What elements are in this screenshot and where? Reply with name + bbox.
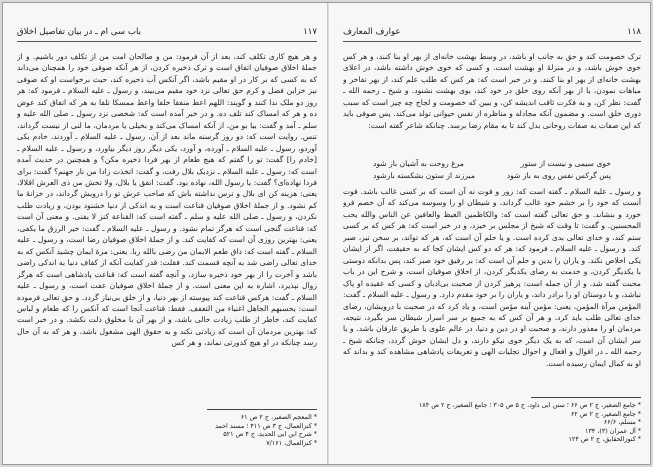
poem-hemistich: خوی سیمی و نیست از ستور <box>520 159 611 168</box>
right-page-number: ۱۱۸ <box>627 27 641 37</box>
poem-verse <box>373 158 611 170</box>
poem-hemistich: مرغ روحت به آشیان باز شود <box>373 159 464 168</box>
left-page <box>17 3 317 464</box>
right-page <box>343 3 641 464</box>
left-page-header <box>17 25 317 42</box>
right-paragraph-top: ترک خصومت کند و حق به جانب او باشد، در وسط بهشت خانه‌ای از بهر او بنا کنند، و هر کس خوی خوش باشد، و در منزلهٔ او بهشت است. و کسی که خوی خوش داشته باشد، در اعلای بهشت خانه‌ای از بهر او بنا کنند. و در خبر است که: هر کس که طلب علم کند، از بهر تفاخر و مباهات نمودن، یا از بهر آنکه روی خلق در خود کند، بوی بهشت نشنود. و شیخ ـ رحمه الله ـ گفت: نظر کن، و به فکرت ثاقب اندیشه کن، و ببین که خصومت و لجاج چه چیز است که سبب دوری خلق است. و مضمون آنکه مجادله و مناظره از نفس حیوانی تولد می‌کند. پس صوفی باید که این صفات به صفات روحانی بدل کند تا به مقام رضا برسد. چنانکه شاعر گفته است: <box>343 52 641 130</box>
left-footnote: * کنزالعمال، ۷/۱۶۱ <box>266 438 317 447</box>
left-body-text <box>17 51 317 355</box>
left-page-number: ۱۱۷ <box>303 27 317 37</box>
right-footnote: * کنوزالحقایق، ج ۲ ص ۱۲۴ <box>568 435 641 444</box>
book-gutter <box>327 3 329 464</box>
right-page-header <box>343 25 641 42</box>
poem-hemistich: میرزند از ستون بشکسته بازشود <box>373 170 475 180</box>
right-paragraph-bottom: و رسول ـ علیه السلام ـ گفته است که: زور و قوت نه آن است که بر کسی غالب باشد. قوت آنست که خود را بر خشم خود غالب گرداند، و شیطان او را وسوسه می‌کند که آن خصم فرو خورد و بنشاند. و حق تعالی گفته است که: والکاظمین الغیظ والعافین عن الناس والله یحب المحسنین. و گفت: تا وقت که شیخ از مجلس بر خیزد، و در خبر است که: هر کس که بر کسی ستم کند، و خدای تعالی بدی کرده است. و یا حلم آن است که، هر که تواند، بر سخن تیز، صبر کند. و رسول ـ علیه السلام ـ فرمود که: هر که دو کس ایشان کجا که به حقیقت، اگر از ایشان یکی اخلاص نکند. و یاران را بدین و حلم آن است که: بر رفیق خود صبر کند، پس بدانکه دوستی با یکدیگر کردن، و خدمت به رضای یکدیگر کردن، از اخلاق صوفیان است، و شرح این در باب محبت گفته شد. و از آن جمله است: پرهیز کردن از صحبت بی‌ادبان و کسی که عقیده او پاک نباشد، و با دوستان او را برادر داند، و یاران را بر خود مقدم دارد. و رسول ـ علیه السلام ـ گفت: المؤمن مرآة المؤمن، یعنی: مؤمن آینه مؤمن است، و یاد کرد که در صحبت با درویشان، رضای خدای تعالی طلب باید کرد، و هر آن کس که به جمیع بر سر اسرار شیطان سر بگیرد، نتیجه، مردمان او را معذور دارند، و صحبت او در دین و دنیا، در عالم علوی با طریق عارفان باشد. و یا سر ایشان آن است، که به یک دیگر خوی نیکو دارند، و دل ایشان خوش گردد، چنانکه شیخ ـ رحمه الله ـ در اقوال و افعال و احوال تجلیات الهی و تعریفات پادشاهی مشاهده کند و بداند که او به کمال ایمان رسیده است. <box>343 187 641 368</box>
left-footnote: * شرح ابن ابی الحدید، ج ۴ ص ۵۲۱ <box>223 430 317 439</box>
right-footnote: * جامع الصغیر، ج ۲ ص ۶۲ <box>570 409 641 418</box>
left-footnote: * کنزالعمال، ج ۳ ص ۴۱۱ ؛ مسند احمد <box>215 421 317 430</box>
right-body-text-top <box>343 51 641 154</box>
left-footnotes <box>17 413 317 447</box>
right-running-title: عوارف المعارف <box>343 27 401 37</box>
left-paragraph-1: و هر هیچ کاری تکلف کند، بعد از آن فرمود: من و صالحان امت من از تکلف دور باشیم. و از جملهٔ اخلاق صوفیان اتفاق است و ترک ذخیره کردن، از هر آنکه صوفی خود را همچنان می‌داند که به کسی که بر کار در او مقیم باشد، اگر آنکس آب ذخیره کند، حیث برخواست او که صوفی نیز خزاین فضل و کرم حق تعالی نزد خود مقیم می‌بیند، و رسول ـ علیه السلام ـ فرمود که: هر روز دو ملک ندا کنند و گویند: اللهم اعط منفقا خلفا واعط ممسکا تلفا به هر که اتفاق کند عوض ده و هر که امساک کند تلف ده. و در خبر آمده است که: شخصی نزد رسول ـ صلی الله علیه و سلم ـ آمد و گفت: بیا بو من، از آنکه امساک می‌کند و بخیلی یا مردمان، ما لنی از نیست گرداند، تنس. روایت است که: دو روز گرسنه ماند بعد از آن، رسول ـ علیه السلام ـ آوردند، خادم یکی آوردو، رسول ـ علیه السلام ـ آورده، و آورد، یکی دیگر روز دیگر بیاورد، و رسول ـ علیه السلام ـ [خادم را] گفت: تو را گفتم که هیچ طعام از بهر فردا ذخیره مکن؟ و همچنین در حدیث آمده است که: رسول ـ علیه السلام ـ نزدیک بلال رفت، و گفت: اتخذت زادا من نار جهنم؟ گفت: برای فردا نهاده‌ای؟ گفت: یا رسول الله، نهاده بود. گفت: انفق یا بلال، ولا تخش من ذی العرش اقلالا، یعنی: هزینه کن ای بلال و ترس نداشته باش که صاحب عرش تو را درویش گرداند، در خزانهٔ ما کم نشود. و از جملهٔ اخلاق صوفیان قناعت است و به اندکی از دنیا خشنود بودن، و زیادت طلب نکردن، و رسول ـ صلی الله علیه و سلم ـ گفته است که: القناعة کنز لا یفنی. و معنی آن است که: قناعت گنجی است که هرگز تمام نشود. و رسول ـ علیه السلام ـ گفت: خیر الرزق ما یکفی، یعنی: بهترین روزی آن است که کفایت کند. و از جملهٔ اخلاق صوفیان رضا است، و رسول ـ علیه السلام ـ گفته است که: ذاق طعم الایمان من رضی بالله ربا. یعنی: مزهٔ ایمان چشید آنکس که به خدای تعالی راضی شد به آنچه قسمت کند. فقلت: قدر کفایت آنکه از کفاف دنیا به اندکی راضی باشد و آخرت را از بهر خود ذخیره سازد، و آنچه گفته است که: قناعت پادشاهی است که هرگز زوال نپذیرد، اشاره به این معنی است. و از جملهٔ اخلاق صوفیان عفت است، و رسول ـ علیه السلام ـ گفت: هرکس قناعت کند پیوسته از بهر دنیا، و از خلق بی‌نیاز گردد. و حق تعالی فرموده است: یحسبهم الجاهل اغنیاء من التعفف. فقط: قناعت آنجا است که آنکس را که طعام و لباس کفایت کند، خاطر از طلب زیادت خالی باشد، و از بهر آن با مخلوق ذلت نکشد. و در خبر است که: بهترین مردمان آن است که زیادتی نکند و به حقوق الهی مشغول باشد، و هر که به آن حال رسد چنانکه در او هیچ کدورتی نماند، و هر کس <box>17 52 317 348</box>
right-footnote: * جامع الصغیر، ج ۲ ص ۶۶ ؛ سنن ابی داود، ج ۵ ص ۳۰۵ ؛ جامع الصغیر، ج ۲ ص ۱۸۴ <box>418 401 641 409</box>
poem <box>373 158 611 181</box>
left-footnote-rule <box>207 409 317 410</box>
right-footnote-rule <box>531 397 641 398</box>
book-spread <box>2 2 651 465</box>
right-footnote: * مسلم، ۶۶/۶ <box>603 418 641 427</box>
left-footnote: * المعجم الصغیر، ج ۲ ص ۶۱ <box>240 413 317 421</box>
poem-hemistich: پس گرکس نفس روی به باز شود <box>506 170 611 180</box>
right-footnotes <box>343 401 641 444</box>
right-footnote: * آل عمران (۳)، ۱۳۴ <box>584 426 641 435</box>
left-running-title: باب سی ام ـ در بیان تفاصیل اخلاق <box>17 27 141 37</box>
poem-verse <box>373 170 611 182</box>
right-body-text-bottom <box>343 186 641 392</box>
